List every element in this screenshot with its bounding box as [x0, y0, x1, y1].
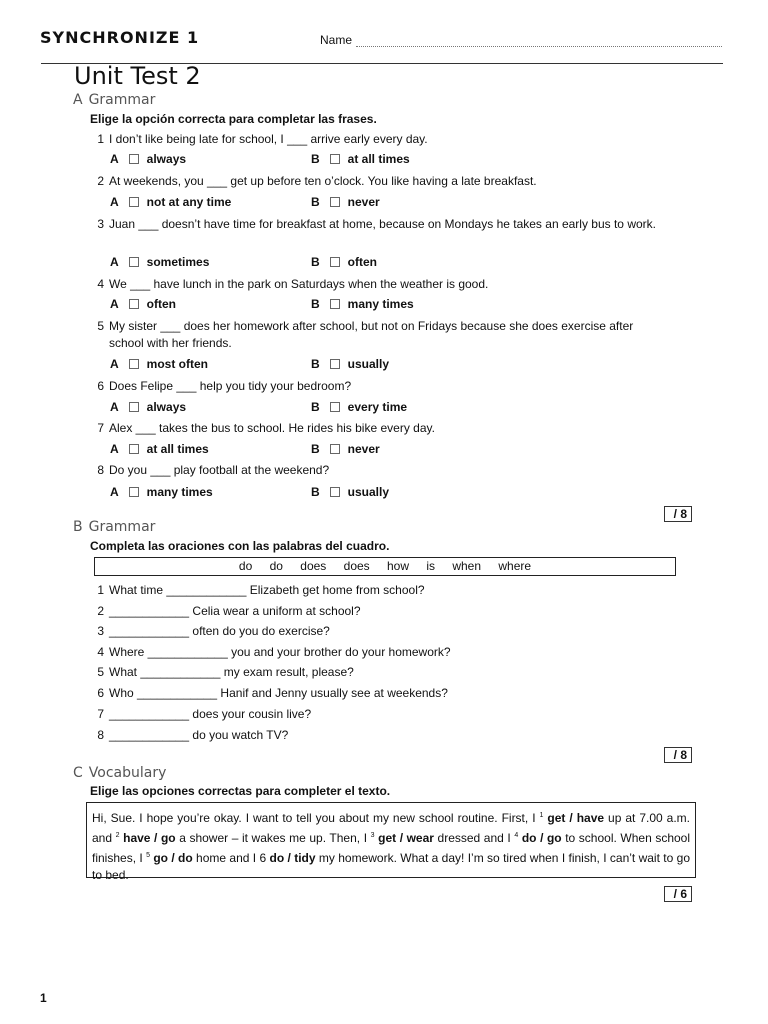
option-label: B: [311, 357, 320, 371]
word-box: do do does does how is when where: [94, 557, 676, 576]
checkbox[interactable]: [330, 154, 340, 164]
option-label: B: [311, 195, 320, 209]
option-a2-a: [110, 195, 231, 209]
vocabulary-text-box: [86, 802, 696, 882]
option-a1-b: [311, 152, 410, 166]
question-number: 8: [97, 463, 104, 477]
question-text[interactable]: ____________ often do you do exercise?: [109, 624, 330, 638]
option-text: usually: [347, 485, 390, 499]
question-text[interactable]: What ____________ my exam result, please?: [109, 665, 354, 679]
option-text: often: [146, 297, 176, 311]
checkbox[interactable]: [330, 359, 340, 369]
option-a4-a: [110, 297, 176, 311]
question-text[interactable]: ____________ Celia wear a uniform at school?: [109, 604, 361, 618]
question-a3: [90, 216, 690, 250]
question-text: We ___ have lunch in the park on Saturdays when the weather is good.: [109, 277, 489, 291]
option-a5-a: [110, 357, 208, 371]
choice-5[interactable]: go / do: [153, 851, 193, 865]
question-text: Does Felipe ___ help you tidy your bedroom?: [109, 379, 352, 393]
question-number: 2: [97, 604, 104, 618]
option-a7-b: [311, 442, 380, 456]
question-number: 5: [97, 319, 104, 333]
option-text: always: [146, 400, 187, 414]
option-a7-a: [110, 442, 209, 456]
option-text: many times: [146, 485, 213, 499]
question-text[interactable]: Where ____________ you and your brother do your homework?: [109, 645, 451, 659]
question-number: 3: [97, 624, 104, 638]
brand-logo: SYNCHRONIZE 1: [40, 28, 200, 47]
question-text: Alex ___ takes the bus to school. He rides his bike every day.: [109, 421, 435, 435]
gap-number: 3: [370, 832, 375, 839]
question-text[interactable]: ____________ do you watch TV?: [109, 728, 289, 742]
choice-6[interactable]: do / tidy: [269, 851, 316, 865]
option-text: at all times: [347, 152, 410, 166]
question-text[interactable]: What time ____________ Elizabeth get home from school?: [109, 583, 425, 597]
text-part: dressed and I: [433, 831, 515, 845]
question-a1: [90, 131, 690, 148]
option-a3-a: [110, 255, 209, 269]
gap-number: 2: [115, 832, 120, 839]
choice-1[interactable]: get / have: [547, 811, 605, 825]
checkbox[interactable]: [129, 299, 139, 309]
option-a6-b: [311, 400, 407, 414]
section-b-letter: B: [73, 519, 83, 535]
text-part: my homework. What a day! I’m so tired when I finish, I can’t wait to go to bed.: [92, 851, 690, 882]
checkbox[interactable]: [129, 359, 139, 369]
choice-3[interactable]: get / wear: [378, 831, 434, 845]
choice-2[interactable]: have / go: [123, 831, 176, 845]
question-b3: [90, 623, 690, 640]
option-label: A: [110, 255, 119, 269]
option-label: B: [311, 442, 320, 456]
option-label: B: [311, 400, 320, 414]
question-text: Juan ___ doesn’t have time for breakfast at home, because on Mondays he takes an early bus to work.: [109, 217, 656, 231]
option-label: B: [311, 297, 320, 311]
gap-number: 5: [146, 852, 150, 859]
option-text: many times: [347, 297, 414, 311]
question-number: 5: [97, 665, 104, 679]
option-label: B: [311, 255, 320, 269]
question-number: 4: [97, 277, 104, 291]
option-label: A: [110, 485, 119, 499]
question-b7: [90, 706, 690, 723]
question-b2: [90, 603, 690, 620]
question-b4: [90, 644, 690, 661]
name-field[interactable]: [356, 46, 722, 47]
section-b-heading: Grammar: [88, 519, 156, 535]
option-text: not at any time: [146, 195, 232, 209]
question-text: At weekends, you ___ get up before ten o’clock. You like having a late breakfast.: [109, 174, 537, 188]
question-number: 6: [97, 379, 104, 393]
question-a5: [90, 318, 690, 352]
question-number: 1: [97, 583, 104, 597]
option-text: most often: [146, 357, 209, 371]
option-label: B: [311, 485, 320, 499]
text-part: up at 7.00 a.m. and: [92, 811, 690, 845]
option-label: A: [110, 152, 119, 166]
question-number: 8: [97, 728, 104, 742]
question-a2: [90, 173, 690, 190]
question-number: 4: [97, 645, 104, 659]
section-c-letter: C: [73, 765, 83, 781]
question-b8: [90, 727, 690, 744]
question-text: I don’t like being late for school, I ___ arrive early every day.: [109, 132, 428, 146]
question-number: 1: [97, 132, 104, 146]
checkbox[interactable]: [330, 257, 340, 267]
section-c-score-box[interactable]: / 6: [664, 886, 692, 902]
question-number: 3: [97, 217, 104, 231]
checkbox[interactable]: [129, 197, 139, 207]
text-part: to school. When school finishes, I: [92, 831, 691, 865]
checkbox[interactable]: [129, 402, 139, 412]
page-number: 1: [40, 991, 47, 1005]
option-a3-b: [311, 255, 377, 269]
section-a-instruction: Elige la opción correcta para completar las frases.: [90, 112, 377, 126]
option-a1-a: [110, 152, 186, 166]
question-text: Do you ___ play football at the weekend?: [109, 463, 330, 477]
question-a6: [90, 378, 690, 395]
question-a8: [90, 462, 690, 479]
gap-number: 4: [514, 832, 519, 839]
option-a2-b: [311, 195, 380, 209]
checkbox[interactable]: [330, 299, 340, 309]
option-text: never: [347, 442, 380, 456]
checkbox[interactable]: [330, 487, 340, 497]
gap-number: 1: [539, 812, 544, 819]
checkbox[interactable]: [129, 154, 139, 164]
option-label: A: [110, 400, 119, 414]
question-text[interactable]: Who ____________ Hanif and Jenny usually see at weekends?: [109, 686, 448, 700]
choice-4[interactable]: do / go: [521, 831, 562, 845]
text-part: Hi, Sue. I hope you’re okay. I want to tell you about my new school routine. First, I: [92, 811, 540, 825]
question-a4: [90, 276, 690, 293]
section-b-score-box[interactable]: / 8: [664, 747, 692, 763]
option-text: every time: [347, 400, 408, 414]
question-b6: [90, 685, 690, 702]
section-a-score-box[interactable]: / 8: [664, 506, 692, 522]
option-text: never: [347, 195, 380, 209]
checkbox[interactable]: [129, 257, 139, 267]
section-a-title: [73, 92, 155, 108]
section-c-instruction: Elige las opciones correctas para completer el texto.: [90, 784, 391, 798]
checkbox[interactable]: [129, 487, 139, 497]
option-a4-b: [311, 297, 414, 311]
section-c-title: [73, 765, 166, 781]
question-text: My sister ___ does her homework after school, but not on Fridays because she does exercise after school with her friends.: [109, 319, 634, 350]
option-label: A: [110, 297, 119, 311]
section-c-heading: Vocabulary: [88, 765, 167, 781]
option-label: A: [110, 357, 119, 371]
section-a-letter: A: [73, 92, 83, 108]
option-text: at all times: [146, 442, 209, 456]
checkbox[interactable]: [330, 402, 340, 412]
question-number: 2: [97, 174, 104, 188]
text-part: a shower – it wakes me up. Then, I: [175, 831, 371, 845]
text-part: home and I 6: [192, 851, 270, 865]
section-b-instruction: Completa las oraciones con las palabras del cuadro.: [90, 539, 390, 553]
option-a8-a: [110, 485, 213, 499]
page-title: Unit Test 2: [74, 62, 201, 90]
option-label: A: [110, 442, 119, 456]
section-a-heading: Grammar: [88, 92, 156, 108]
question-number: 6: [97, 686, 104, 700]
question-number: 7: [97, 421, 104, 435]
option-text: always: [146, 152, 187, 166]
option-label: A: [110, 195, 119, 209]
option-label: B: [311, 152, 320, 166]
option-text: usually: [347, 357, 390, 371]
question-text[interactable]: ____________ does your cousin live?: [109, 707, 312, 721]
question-number: 7: [97, 707, 104, 721]
question-b5: [90, 664, 690, 681]
option-text: often: [347, 255, 377, 269]
option-a8-b: [311, 485, 389, 499]
question-a7: [90, 420, 690, 437]
section-b-title: [73, 519, 155, 535]
option-text: sometimes: [146, 255, 210, 269]
option-a5-b: [311, 357, 389, 371]
checkbox[interactable]: [330, 197, 340, 207]
option-a6-a: [110, 400, 186, 414]
question-b1: [90, 582, 690, 599]
checkbox[interactable]: [330, 444, 340, 454]
name-label: Name: [320, 33, 353, 47]
checkbox[interactable]: [129, 444, 139, 454]
